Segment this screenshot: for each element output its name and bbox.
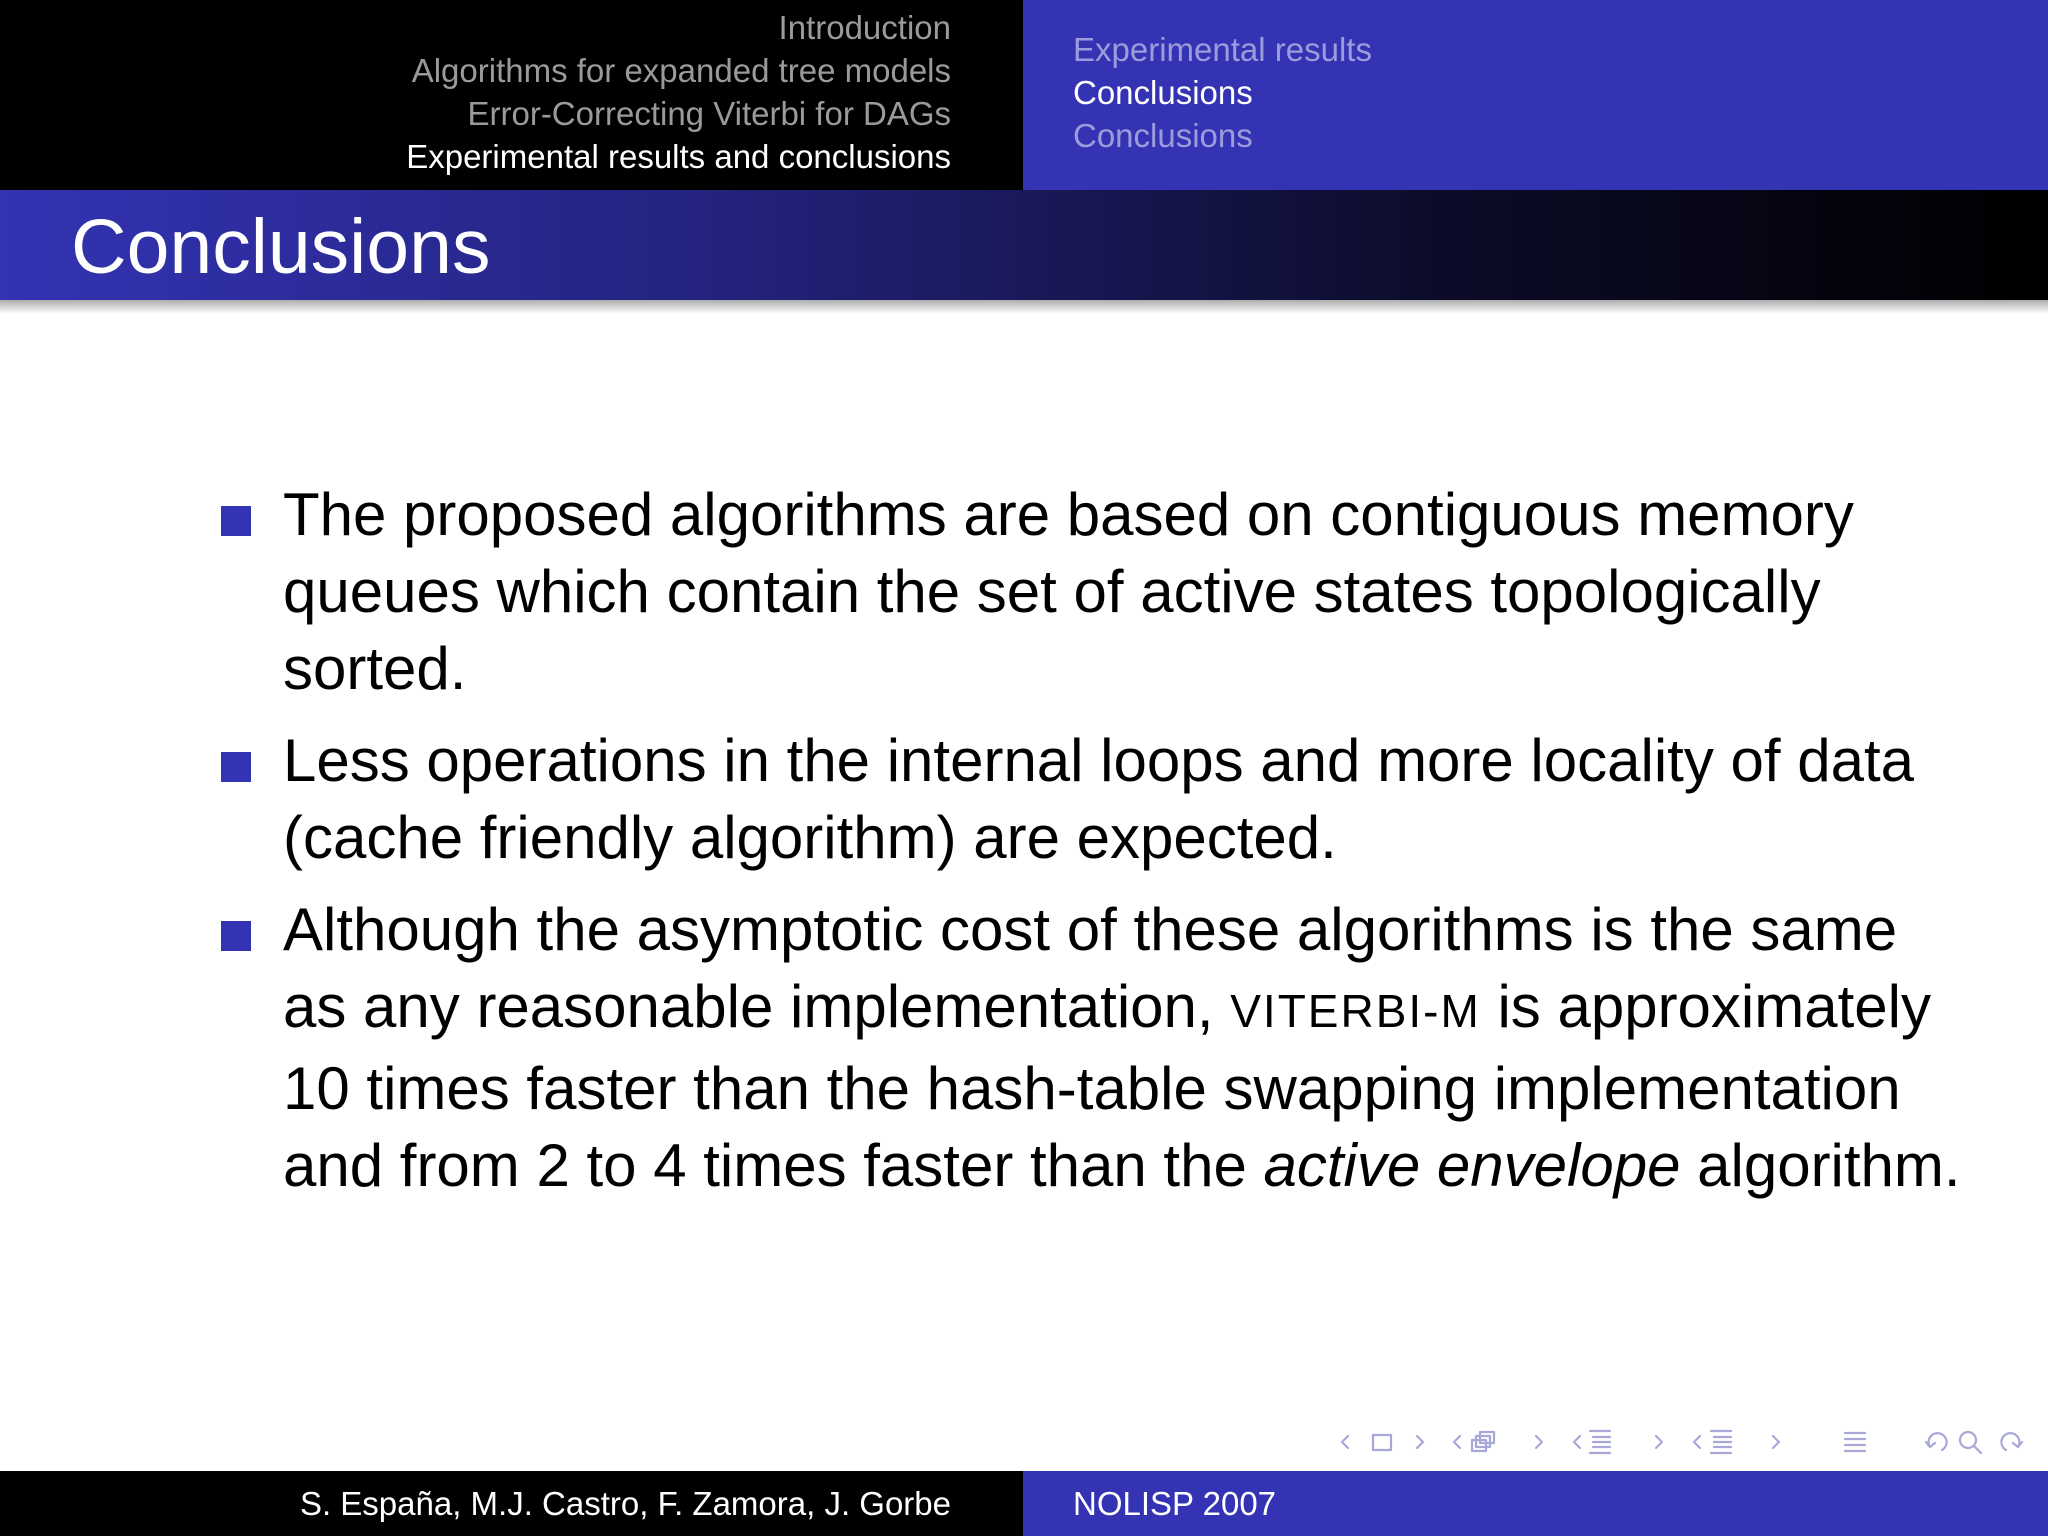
emphasized-term: active envelope [1263, 1132, 1681, 1199]
list-item [0, 476, 2048, 707]
section-link-error-correcting-viterbi[interactable]: Error-Correcting Viterbi for DAGs [467, 95, 951, 132]
nav-slide-icon[interactable] [1342, 1435, 1423, 1450]
nav-document-icon[interactable] [1845, 1433, 1865, 1451]
subsection-navigation [1023, 0, 2048, 190]
subsection-link-conclusions[interactable]: Conclusions [1073, 117, 1253, 154]
subsection-link-experimental-results[interactable]: Experimental results [1073, 31, 1372, 68]
nav-back-search-forward-icon[interactable] [1926, 1432, 2022, 1453]
section-navigation [0, 0, 1023, 190]
footline [0, 1471, 2048, 1536]
headline-navigation [0, 0, 2048, 190]
subsection-link-conclusions-current[interactable]: Conclusions [1073, 74, 1253, 111]
title-shadow [0, 300, 2048, 314]
bullet-text-part: is approximately 10 times faster than the hash-table swapping implementation and from 2 to 4 times faster than the [283, 973, 1931, 1199]
bullet-text: The proposed algorithms are based on contiguous memory queues which contain the set of active states topologically sorted. [283, 481, 1854, 702]
algorithm-name: VITERBI-M [1230, 985, 1481, 1037]
list-item [0, 891, 2048, 1204]
section-link-introduction[interactable]: Introduction [778, 9, 951, 46]
slide-content [0, 476, 2048, 1219]
bullet-text-part: Although the asymptotic cost of these algorithms is the same as any reasonable implementation, [283, 896, 1898, 1040]
bullet-text: Less operations in the internal loops and more locality of data (cache friendly algorithm) are expected. [283, 727, 1914, 871]
list-item [0, 722, 2048, 876]
section-link-experimental-results-and-conclusions[interactable]: Experimental results and conclusions [406, 138, 951, 175]
square-bullet-icon [221, 752, 251, 782]
frame-title-bar [0, 190, 2048, 300]
square-bullet-icon [221, 506, 251, 536]
nav-subsection-icon[interactable] [1574, 1431, 1662, 1453]
nav-frame-icon[interactable] [1454, 1432, 1542, 1451]
page-title: Conclusions [71, 204, 491, 290]
section-link-algorithms[interactable]: Algorithms for expanded tree models [411, 52, 951, 89]
square-bullet-icon [221, 921, 251, 951]
footer-event: NOLISP 2007 [1023, 1471, 2048, 1536]
bullet-text-part: algorithm. [1680, 1132, 1961, 1199]
nav-section-icon[interactable] [1694, 1431, 1779, 1453]
footer-authors: S. España, M.J. Castro, F. Zamora, J. Gorbe [0, 1471, 1023, 1536]
navigation-symbols [1330, 1425, 2040, 1459]
